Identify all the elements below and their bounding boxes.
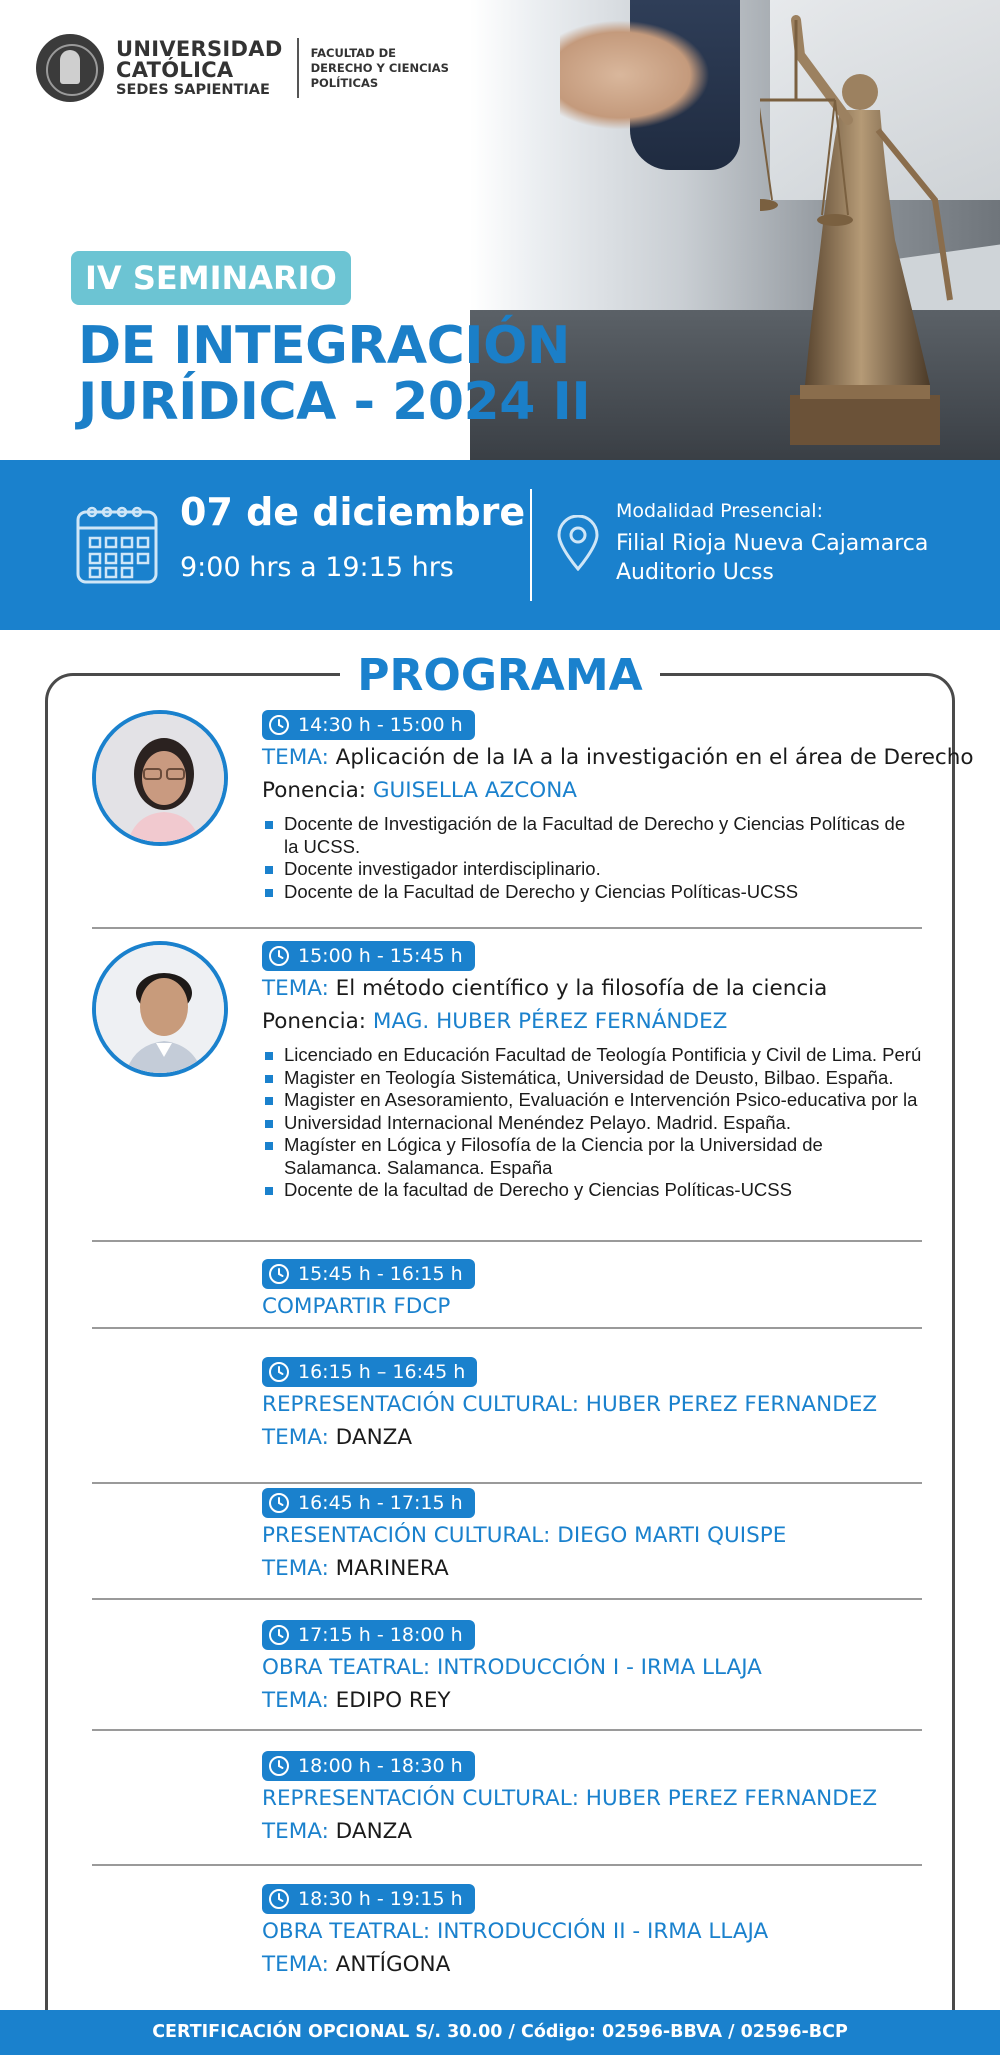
topic-text: El método científico y la filosofía de la ciencia bbox=[328, 976, 828, 1001]
topic-line bbox=[262, 1421, 922, 1454]
program-item-content bbox=[262, 1259, 922, 1323]
topic-line bbox=[262, 1815, 922, 1848]
clock-icon bbox=[268, 1755, 290, 1777]
activity-heading: REPRESENTACIÓN CULTURAL: HUBER PEREZ FERNANDEZ bbox=[262, 1392, 878, 1417]
activity-heading: OBRA TEATRAL: INTRODUCCIÓN I - IRMA LLAJA bbox=[262, 1655, 762, 1680]
logo-line-1: UNIVERSIDAD bbox=[116, 36, 283, 61]
program-item-content bbox=[262, 1620, 922, 1717]
program-item-content bbox=[262, 1357, 922, 1454]
topic-label: TEMA: bbox=[262, 1819, 329, 1844]
modality-label: Modalidad Presencial: bbox=[616, 500, 823, 522]
item-divider bbox=[92, 1327, 922, 1329]
band-divider bbox=[530, 489, 532, 601]
program-item-content bbox=[262, 710, 974, 903]
time-text: 17:15 h - 18:00 h bbox=[298, 1624, 463, 1646]
credential-item: Docente de la Facultad de Derecho y Ciencias Políticas-UCSS bbox=[262, 881, 922, 904]
credential-item: Docente de la facultad de Derecho y Ciencias Políticas-UCSS bbox=[262, 1179, 922, 1202]
clock-icon bbox=[268, 1263, 290, 1285]
item-divider bbox=[92, 1482, 922, 1484]
credential-item: Magíster en Lógica y Filosofía de la Ciencia por la Universidad de Salamanca. Salamanca. España bbox=[262, 1134, 922, 1179]
activity-heading: PRESENTACIÓN CULTURAL: DIEGO MARTI QUISPE bbox=[262, 1523, 787, 1548]
clock-icon bbox=[268, 1361, 290, 1383]
faculty-name bbox=[311, 46, 461, 91]
topic-line bbox=[262, 741, 974, 774]
speaker-photo-huber bbox=[92, 941, 228, 1077]
location-pin-icon bbox=[555, 515, 601, 571]
speaker-label: Ponencia: bbox=[262, 1009, 373, 1034]
item-divider bbox=[92, 1864, 922, 1866]
activity-heading: COMPARTIR FDCP bbox=[262, 1294, 451, 1319]
topic-text: EDIPO REY bbox=[328, 1688, 451, 1713]
clock-icon bbox=[268, 945, 290, 967]
topic-text: DANZA bbox=[328, 1425, 413, 1450]
activity-heading: REPRESENTACIÓN CULTURAL: HUBER PEREZ FERNANDEZ bbox=[262, 1786, 878, 1811]
logo-divider bbox=[297, 38, 299, 98]
speaker-credentials bbox=[262, 813, 922, 903]
time-badge bbox=[262, 1357, 477, 1387]
topic-label: TEMA: bbox=[262, 745, 329, 770]
topic-label: TEMA: bbox=[262, 976, 329, 1001]
credential-item: Magister en Teología Sistemática, Universidad de Deusto, Bilbao. España. bbox=[262, 1067, 922, 1090]
title-line-2: JURÍDICA - 2024 II bbox=[78, 372, 591, 432]
time-text: 16:15 h – 16:45 h bbox=[298, 1361, 466, 1383]
faculty-line-2: DERECHO Y CIENCIAS bbox=[310, 60, 449, 75]
item-divider bbox=[92, 1598, 922, 1600]
program-item-content bbox=[262, 941, 922, 1202]
time-text: 16:45 h - 17:15 h bbox=[298, 1492, 463, 1514]
time-badge bbox=[262, 1259, 475, 1289]
item-divider bbox=[92, 1729, 922, 1731]
topic-label: TEMA: bbox=[262, 1952, 329, 1977]
faculty-line-1: FACULTAD DE bbox=[310, 45, 397, 60]
program-item-content bbox=[262, 1751, 922, 1848]
item-divider bbox=[92, 927, 922, 929]
certification-footer: CERTIFICACIÓN OPCIONAL S/. 30.00 / Código: 02596-BBVA / 02596-BCP bbox=[0, 2010, 1000, 2055]
topic-line bbox=[262, 972, 922, 1005]
logo-line-2: CATÓLICA bbox=[116, 57, 234, 82]
topic-text: MARINERA bbox=[328, 1556, 449, 1581]
time-badge bbox=[262, 1620, 475, 1650]
time-text: 18:30 h - 19:15 h bbox=[298, 1888, 463, 1910]
topic-text: DANZA bbox=[328, 1819, 413, 1844]
time-badge bbox=[262, 1488, 475, 1518]
time-badge bbox=[262, 1751, 475, 1781]
speaker-credentials bbox=[262, 1044, 922, 1202]
credential-item: Docente investigador interdisciplinario. bbox=[262, 858, 922, 881]
topic-label: TEMA: bbox=[262, 1556, 329, 1581]
university-logo bbox=[36, 34, 461, 102]
program-item-content bbox=[262, 1488, 922, 1585]
credential-item: Licenciado en Educación Facultad de Teología Pontificia y Civil de Lima. Perú bbox=[262, 1044, 922, 1067]
program-item-content bbox=[262, 1884, 922, 1981]
speaker-line bbox=[262, 1005, 922, 1038]
credential-item: Docente de Investigación de la Facultad de Derecho y Ciencias Políticas de la UCSS. bbox=[262, 813, 922, 858]
time-text: 15:00 h - 15:45 h bbox=[298, 945, 463, 967]
topic-text: Aplicación de la IA a la investigación en el área de Derecho bbox=[328, 745, 974, 770]
time-badge bbox=[262, 941, 475, 971]
activity-heading: OBRA TEATRAL: INTRODUCCIÓN II - IRMA LLAJA bbox=[262, 1919, 769, 1944]
clock-icon bbox=[268, 1888, 290, 1910]
time-text: 18:00 h - 18:30 h bbox=[298, 1755, 463, 1777]
logo-line-3: SEDES SAPIENTIAE bbox=[116, 81, 270, 98]
time-badge bbox=[262, 710, 475, 740]
program-title: PROGRAMA bbox=[340, 648, 660, 704]
topic-line bbox=[262, 1948, 922, 1981]
event-location bbox=[616, 529, 928, 587]
university-seal-icon bbox=[36, 34, 104, 102]
clock-icon bbox=[268, 1492, 290, 1514]
credential-item: Universidad Internacional Menéndez Pelayo. Madrid. España. bbox=[262, 1112, 922, 1135]
calendar-icon bbox=[76, 504, 158, 584]
seminar-title bbox=[78, 318, 590, 430]
speaker-line bbox=[262, 774, 922, 807]
location-line-2: Auditorio Ucss bbox=[616, 560, 774, 585]
speaker-photo-guisella bbox=[92, 710, 228, 846]
lady-justice-statue-image bbox=[760, 0, 980, 460]
seminar-tag: IV SEMINARIO bbox=[71, 251, 351, 305]
item-divider bbox=[92, 1240, 922, 1242]
time-badge bbox=[262, 1884, 475, 1914]
title-line-1: DE INTEGRACIÓN bbox=[78, 316, 570, 376]
topic-label: TEMA: bbox=[262, 1425, 329, 1450]
topic-line bbox=[262, 1552, 922, 1585]
speaker-name: GUISELLA AZCONA bbox=[372, 778, 578, 803]
event-time: 9:00 hrs a 19:15 hrs bbox=[180, 552, 454, 583]
clock-icon bbox=[268, 1624, 290, 1646]
credential-item: Magister en Asesoramiento, Evaluación e Intervención Psico-educativa por la bbox=[262, 1089, 922, 1112]
faculty-line-3: POLÍTICAS bbox=[310, 75, 379, 90]
event-date: 07 de diciembre bbox=[180, 490, 526, 534]
location-line-1: Filial Rioja Nueva Cajamarca bbox=[616, 531, 929, 556]
header-banner bbox=[0, 0, 1000, 460]
speaker-label: Ponencia: bbox=[262, 778, 373, 803]
speaker-name: MAG. HUBER PÉREZ FERNÁNDEZ bbox=[372, 1009, 728, 1034]
topic-line bbox=[262, 1684, 922, 1717]
topic-label: TEMA: bbox=[262, 1688, 329, 1713]
time-text: 15:45 h - 16:15 h bbox=[298, 1263, 463, 1285]
time-text: 14:30 h - 15:00 h bbox=[298, 714, 463, 736]
topic-text: ANTÍGONA bbox=[328, 1952, 451, 1977]
clock-icon bbox=[268, 714, 290, 736]
